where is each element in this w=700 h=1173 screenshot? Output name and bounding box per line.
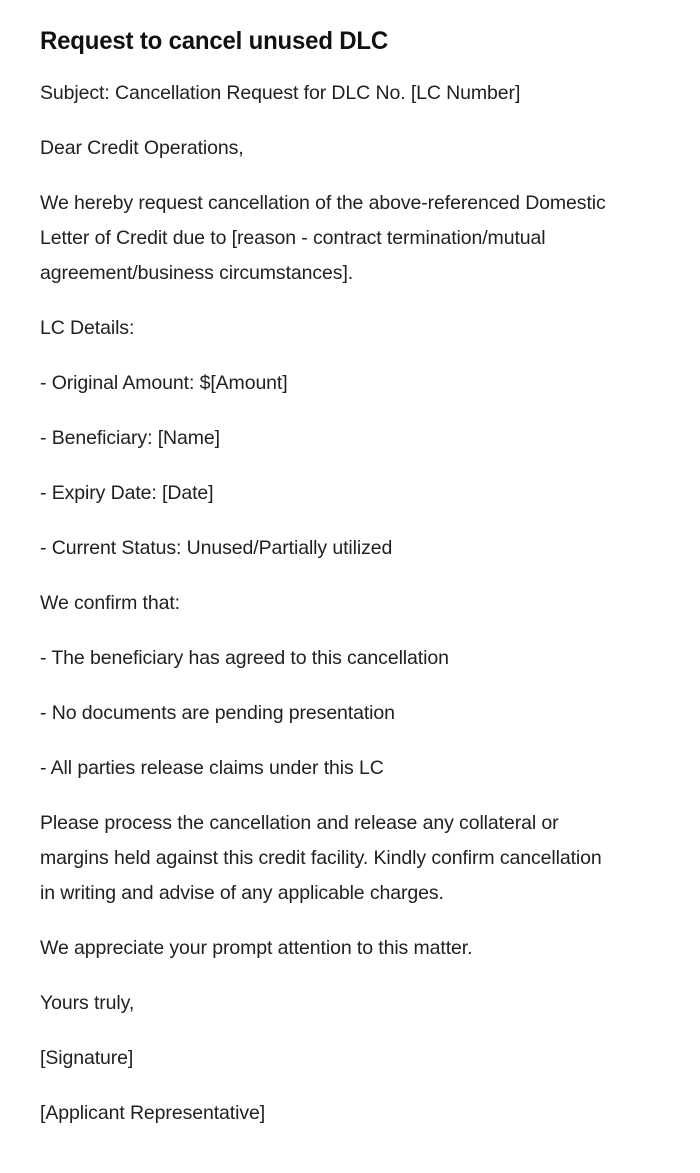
list-item-original-amount: - Original Amount: $[Amount] <box>40 372 288 394</box>
paragraph-request-body: We hereby request cancellation of the above-referenced Domestic Letter of Credit due to [reason - contract termination/mutual agreement/business circumstances]. <box>40 192 606 284</box>
paragraph-confirm-heading: We confirm that: <box>40 592 181 614</box>
paragraph-valediction: Yours truly, <box>40 992 135 1014</box>
paragraph-signer-role: [Applicant Representative] <box>40 1102 266 1124</box>
list-item-beneficiary: - Beneficiary: [Name] <box>40 427 220 449</box>
list-item-current-status: - Current Status: Unused/Partially utilized <box>40 537 393 559</box>
paragraph-subject: Subject: Cancellation Request for DLC No. [LC Number] <box>40 82 521 104</box>
list-item-release-claims: - All parties release claims under this LC <box>40 757 384 779</box>
document-body <box>40 57 618 1131</box>
list-item-expiry-date: - Expiry Date: [Date] <box>40 482 214 504</box>
page-title: Request to cancel unused DLC <box>40 27 389 55</box>
paragraph-appreciation: We appreciate your prompt attention to this matter. <box>40 937 473 959</box>
paragraph-signature: [Signature] <box>40 1047 134 1069</box>
paragraph-salutation: Dear Credit Operations, <box>40 137 244 159</box>
paragraph-lc-details-heading: LC Details: <box>40 317 135 339</box>
list-item-no-documents-pending: - No documents are pending presentation <box>40 702 395 724</box>
list-item-beneficiary-agreed: - The beneficiary has agreed to this cancellation <box>40 647 449 669</box>
paragraph-closing-request: Please process the cancellation and release any collateral or margins held against this credit facility. Kindly confirm cancellation in writing and advise of any applicable charges. <box>40 812 602 904</box>
